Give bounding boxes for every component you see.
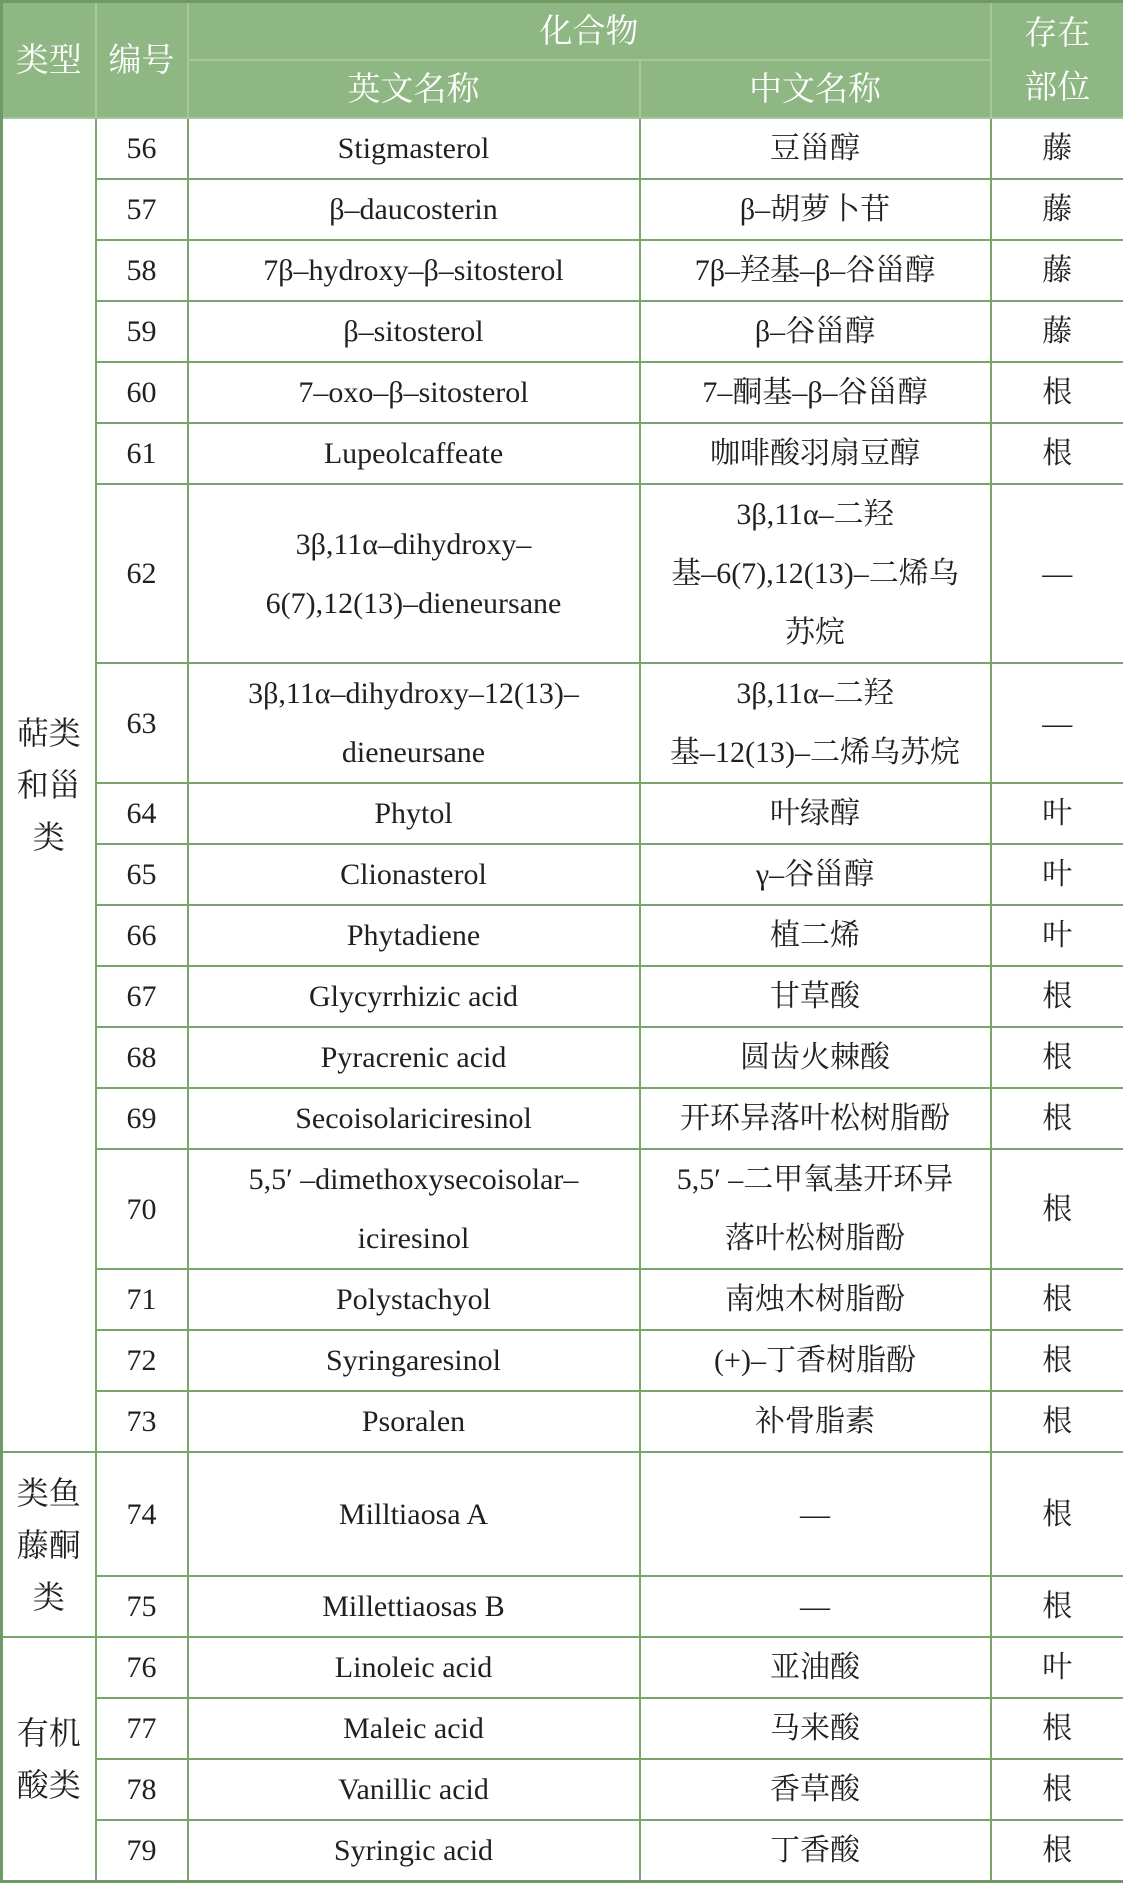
cell-line: 豆甾醇 [647,119,984,178]
cell-line: Glycyrrhizic acid [195,967,633,1026]
table-row [2,240,1123,301]
english-name [188,362,640,423]
header-number: 编号 [96,2,188,119]
cell-line: 7–oxo–β–sitosterol [195,363,633,422]
cell-line: 7β–hydroxy–β–sitosterol [195,241,633,300]
location: 根 [991,423,1123,484]
chinese-name [640,1452,991,1576]
cell-line: Phytol [195,784,633,843]
compound-number: 65 [96,844,188,905]
category-label-line: 类 [7,811,91,863]
compound-number: 64 [96,783,188,844]
category-label-line: 萜类 [7,707,91,759]
location: 藤 [991,301,1123,362]
cell-line: 丁香酸 [647,1821,984,1880]
cell-line: 6(7),12(13)–dieneursane [195,574,633,633]
location: 根 [991,1088,1123,1149]
english-name [188,1820,640,1882]
location: 根 [991,1820,1123,1882]
cell-line: 开环异落叶松树脂酚 [647,1089,984,1148]
table-row [2,179,1123,240]
table-row [2,1576,1123,1637]
english-name [188,179,640,240]
table-row [2,1759,1123,1820]
chinese-name [640,1330,991,1391]
table-row [2,1149,1123,1269]
compound-number: 78 [96,1759,188,1820]
chinese-name [640,844,991,905]
table-row [2,1330,1123,1391]
compound-number: 62 [96,484,188,663]
compound-number: 72 [96,1330,188,1391]
compound-number: 57 [96,179,188,240]
category-label-line: 和甾 [7,759,91,811]
category-label-line: 类 [7,1571,91,1623]
cell-line: Syringaresinol [195,1331,633,1390]
chinese-name [640,301,991,362]
compound-number: 79 [96,1820,188,1882]
cell-line: 苏烷 [647,603,984,662]
category-label-line: 类鱼 [7,1467,91,1519]
english-name [188,1391,640,1452]
cell-line: 补骨脂素 [647,1392,984,1451]
cell-line: 7β–羟基–β–谷甾醇 [647,241,984,300]
cell-line: 3β,11α–dihydroxy–12(13)– [195,664,633,723]
location: 藤 [991,179,1123,240]
english-name [188,301,640,362]
english-name [188,663,640,783]
english-name [188,1149,640,1269]
compound-number: 59 [96,301,188,362]
table-row [2,966,1123,1027]
chinese-name [640,1820,991,1882]
header-location-line1: 存在 [998,6,1118,60]
category-label-line: 酸类 [7,1759,91,1811]
chinese-name [640,362,991,423]
table-row [2,1088,1123,1149]
chinese-name [640,1391,991,1452]
chinese-name [640,1698,991,1759]
header-english-name: 英文名称 [188,60,640,118]
table-row [2,362,1123,423]
chinese-name [640,1637,991,1698]
english-name [188,1330,640,1391]
cell-line: Linoleic acid [195,1638,633,1697]
english-name [188,1088,640,1149]
cell-line: γ–谷甾醇 [647,845,984,904]
english-name [188,118,640,179]
header-compound: 化合物 [188,2,991,61]
compound-number: 60 [96,362,188,423]
cell-line: 3β,11α–二羟 [647,664,984,723]
cell-line: 3β,11α–二羟 [647,485,984,544]
chinese-name [640,1269,991,1330]
table-row [2,783,1123,844]
cell-line: (+)–丁香树脂酚 [647,1331,984,1390]
cell-line: Pyracrenic acid [195,1028,633,1087]
cell-line: — [647,1577,984,1636]
compound-number: 67 [96,966,188,1027]
location: 藤 [991,240,1123,301]
location: 叶 [991,844,1123,905]
location: 根 [991,1269,1123,1330]
location: 叶 [991,1637,1123,1698]
header-location [991,2,1123,119]
cell-line: Lupeolcaffeate [195,424,633,483]
cell-line: 5,5′ –dimethoxysecoisolar– [195,1150,633,1209]
table-row [2,118,1123,179]
table-row [2,1452,1123,1576]
location: 根 [991,1698,1123,1759]
compound-number: 77 [96,1698,188,1759]
location: 根 [991,1759,1123,1820]
cell-line: Millettiaosas B [195,1577,633,1636]
category-label-line: 藤酮 [7,1519,91,1571]
english-name [188,1698,640,1759]
compound-number: 71 [96,1269,188,1330]
compound-number: 63 [96,663,188,783]
english-name [188,1637,640,1698]
english-name [188,1759,640,1820]
chinese-name [640,966,991,1027]
compound-number: 75 [96,1576,188,1637]
category-cell [2,1452,96,1637]
compound-number: 56 [96,118,188,179]
cell-line: Stigmasterol [195,119,633,178]
location: 藤 [991,118,1123,179]
location: 根 [991,1576,1123,1637]
table-row [2,905,1123,966]
chinese-name [640,240,991,301]
chinese-name [640,179,991,240]
location: 根 [991,1027,1123,1088]
english-name [188,1452,640,1576]
cell-line: Psoralen [195,1392,633,1451]
chinese-name [640,118,991,179]
chinese-name [640,1027,991,1088]
table-body [2,118,1123,1882]
cell-line: 落叶松树脂酚 [647,1209,984,1268]
english-name [188,1269,640,1330]
cell-line: Milltiaosa A [195,1485,633,1544]
chinese-name [640,1759,991,1820]
chinese-name [640,905,991,966]
table-row [2,1637,1123,1698]
english-name [188,484,640,663]
compound-number: 74 [96,1452,188,1576]
cell-line: β–daucosterin [195,180,633,239]
chinese-name [640,663,991,783]
location: 叶 [991,783,1123,844]
chinese-name [640,1149,991,1269]
cell-line: Clionasterol [195,845,633,904]
cell-line: 7–酮基–β–谷甾醇 [647,363,984,422]
cell-line: 香草酸 [647,1760,984,1819]
table-row [2,1391,1123,1452]
cell-line: 圆齿火棘酸 [647,1028,984,1087]
chinese-name [640,1088,991,1149]
english-name [188,423,640,484]
location: — [991,663,1123,783]
table-row [2,663,1123,783]
english-name [188,905,640,966]
table-row [2,1820,1123,1882]
header-type: 类型 [2,2,96,119]
compound-number: 73 [96,1391,188,1452]
location: 根 [991,1330,1123,1391]
cell-line: 咖啡酸羽扇豆醇 [647,424,984,483]
cell-line: Polystachyol [195,1270,633,1329]
cell-line: 马来酸 [647,1699,984,1758]
category-cell [2,118,96,1452]
table-row [2,1027,1123,1088]
location: 根 [991,1452,1123,1576]
cell-line: Phytadiene [195,906,633,965]
cell-line: Maleic acid [195,1699,633,1758]
compound-number: 58 [96,240,188,301]
location: 根 [991,1149,1123,1269]
header-chinese-name: 中文名称 [640,60,991,118]
cell-line: 5,5′ –二甲氧基开环异 [647,1150,984,1209]
category-label-line: 有机 [7,1707,91,1759]
cell-line: 植二烯 [647,906,984,965]
table-row [2,1269,1123,1330]
chinese-name [640,423,991,484]
chinese-name [640,484,991,663]
cell-line: 3β,11α–dihydroxy– [195,515,633,574]
table-row [2,1698,1123,1759]
chinese-name [640,1576,991,1637]
table-row [2,484,1123,663]
cell-line: Vanillic acid [195,1760,633,1819]
compound-number: 70 [96,1149,188,1269]
location: 根 [991,362,1123,423]
compound-number: 68 [96,1027,188,1088]
cell-line: 亚油酸 [647,1638,984,1697]
cell-line: 叶绿醇 [647,784,984,843]
cell-line: β–sitosterol [195,302,633,361]
cell-line: 甘草酸 [647,967,984,1026]
english-name [188,1027,640,1088]
chinese-name [640,783,991,844]
english-name [188,240,640,301]
cell-line: iciresinol [195,1209,633,1268]
location: — [991,484,1123,663]
cell-line: 基–6(7),12(13)–二烯乌 [647,544,984,603]
cell-line: — [647,1485,984,1544]
cell-line: Syringic acid [195,1821,633,1880]
location: 叶 [991,905,1123,966]
cell-line: Secoisolariciresinol [195,1089,633,1148]
english-name [188,844,640,905]
cell-line: dieneursane [195,723,633,782]
cell-line: 南烛木树脂酚 [647,1270,984,1329]
cell-line: β–谷甾醇 [647,302,984,361]
english-name [188,783,640,844]
compound-number: 76 [96,1637,188,1698]
table-row [2,301,1123,362]
location: 根 [991,1391,1123,1452]
compound-number: 69 [96,1088,188,1149]
english-name [188,966,640,1027]
table-row [2,423,1123,484]
header-location-line2: 部位 [998,60,1118,114]
compound-number: 61 [96,423,188,484]
cell-line: 基–12(13)–二烯乌苏烷 [647,723,984,782]
table-row [2,844,1123,905]
compound-number: 66 [96,905,188,966]
location: 根 [991,966,1123,1027]
cell-line: β–胡萝卜苷 [647,180,984,239]
category-cell [2,1637,96,1882]
english-name [188,1576,640,1637]
